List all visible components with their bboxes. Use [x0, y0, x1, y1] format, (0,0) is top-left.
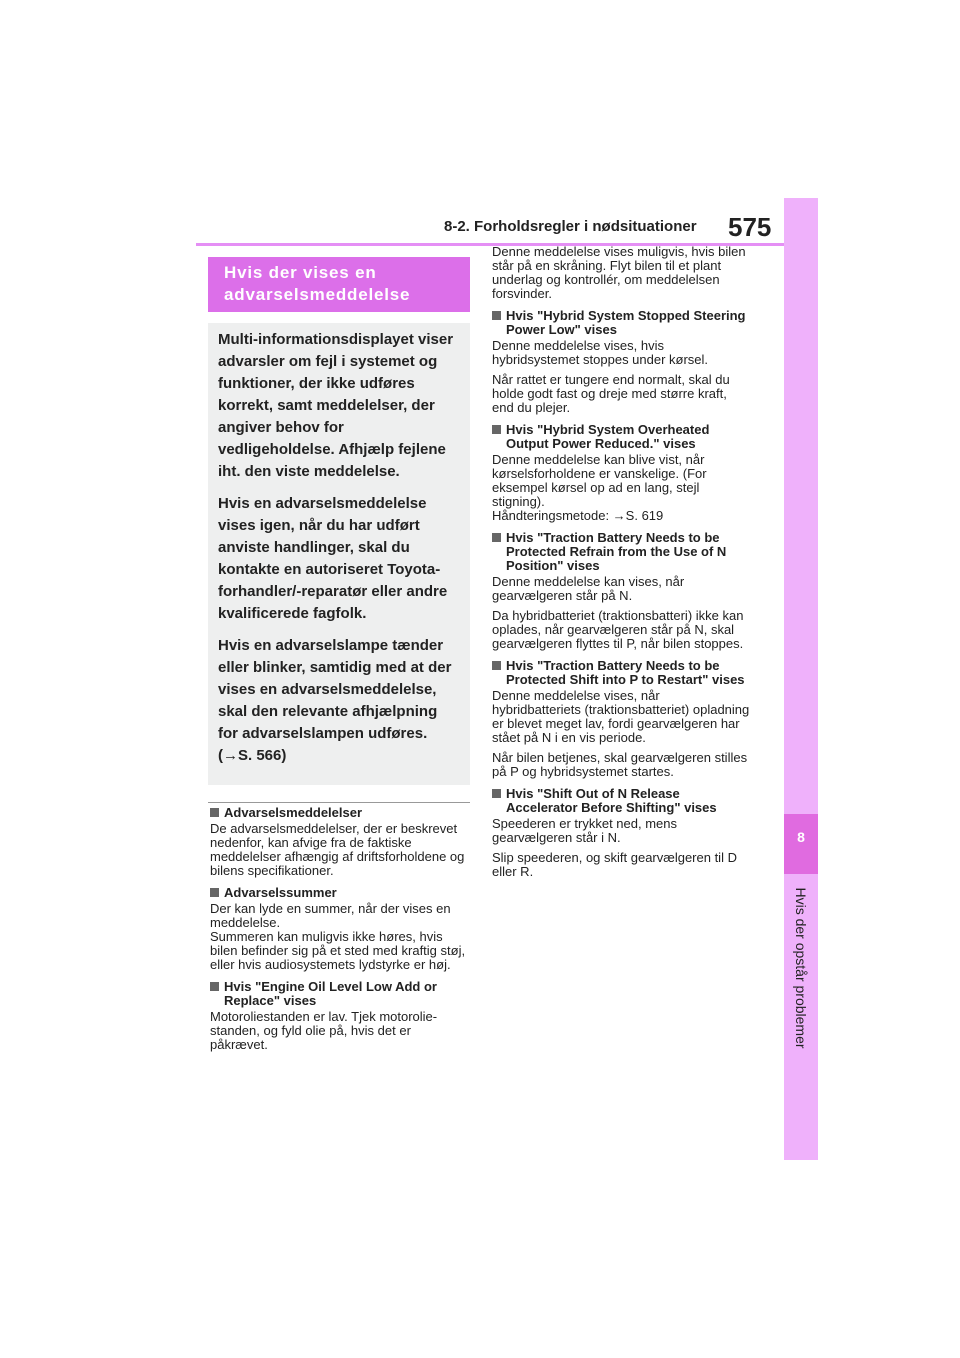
intro-box: [208, 323, 470, 785]
subheading: Advarselsmeddelelser: [210, 806, 466, 820]
subheading: Hvis "Engine Oil Level Low Add or Replace" vises: [210, 980, 466, 1008]
paragraph: Denne meddelelse kan vises, når gearvælgeren står på N.: [492, 574, 685, 603]
section-heading: [208, 257, 470, 312]
section-divider: [208, 802, 470, 803]
subheading: Advarselssummer: [210, 886, 466, 900]
intro-paragraph: Hvis en advarselsmeddelelse vises igen, når du har udført anviste handlinger, skal du kontakte en autoriseret Toyota-forhandler/-reparatør eller andre kvalificerede fagfolk.: [218, 495, 448, 622]
paragraph: Når bilen betjenes, skal gearvælgeren stilles på P og hybridsystemet startes.: [492, 750, 748, 779]
paragraph: Speederen er trykket ned, mens gearvælgeren står i N.: [492, 816, 677, 845]
section-heading-line2: advarselsmeddelelse: [224, 285, 411, 304]
subheading: Hvis "Hybrid System Overheated Output Power Reduced." vises: [492, 423, 752, 451]
subheading: Hvis "Hybrid System Stopped Steering Power Low" vises: [492, 309, 752, 337]
paragraph: Når rattet er tungere end normalt, skal du holde godt fast og dreje med større kraft, end du plejer.: [492, 372, 730, 415]
intro-paragraph: Multi-informationsdisplayet viser advarsler om fejl i systemet og funktioner, der ikke udføres korrekt, samt meddelelser, der angiver behov for vedligeholdelse. Afhjælp fejlene iht. den viste meddelelse.: [218, 331, 454, 480]
paragraph: Denne meddelelse vises, hvis hybridsystemet stoppes under kørsel.: [492, 338, 709, 367]
paragraph: Denne meddelelse kan blive vist, når kørselsforholdene er vanskelige. (For eksempel kørsel op ad en lang, stejl stigning).: [492, 452, 707, 509]
paragraph: Håndteringsmetode: →S. 619: [492, 508, 664, 523]
subheading: Hvis "Shift Out of N Release Accelerator Before Shifting" vises: [492, 787, 752, 815]
paragraph: Motoroliestanden er lav. Tjek motoroliestanden, og fyld olie på, hvis det er påkrævet.: [210, 1009, 438, 1052]
paragraph: Da hybridbatteriet (traktionsbatteri) ikke kan oplades, når gearvælgeren står på N, skal gearvælgeren flyttes til P, når bilen stoppes.: [492, 608, 744, 651]
paragraph: Slip speederen, og skift gearvælgeren til D eller R.: [492, 850, 737, 879]
chapter-label: Hvis der opstår problemer: [793, 887, 809, 1049]
left-column: [210, 806, 466, 1058]
subheading: Hvis "Traction Battery Needs to be Protected Refrain from the Use of N Position" vises: [492, 531, 752, 573]
section-heading-line1: Hvis der vises en: [224, 263, 377, 282]
paragraph: Summeren kan muligvis ikke høres, hvis bilen befinder sig på et sted med kraftig støj, eller hvis audiosystemets lydstyrke er høj.: [210, 929, 466, 972]
intro-paragraph: Hvis en advarselslampe tænder eller blinker, samtidig med at der vises en advarselsmeddelelse, skal den relevante afhjælpning for advarselslampen udføres. (→S. 566): [218, 637, 452, 764]
paragraph: Denne meddelelse vises muligvis, hvis bilen står på en skråning. Flyt bilen til et plant underlag og kontrollér, om meddelelsen forsvinder.: [492, 244, 746, 301]
paragraph: Der kan lyde en summer, når der vises en meddelelse.: [210, 901, 451, 930]
paragraph: Denne meddelelse vises, når hybridbatteriets (traktionsbatteriet) opladning er blevet meget lav, fordi gearvælgeren har stået på N i en vis periode.: [492, 688, 750, 745]
subheading: Hvis "Traction Battery Needs to be Protected Shift into P to Restart" vises: [492, 659, 752, 687]
running-header: 8-2. Forholdsregler i nødsituationer: [444, 218, 697, 235]
paragraph: De advarselsmeddelelser, der er beskrevet nedenfor, kan afvige fra de faktiske meddelelser afhængig af driftsforholdene og bilens specifikationer.: [210, 821, 465, 878]
page-number: 575: [728, 212, 772, 242]
right-column: [492, 245, 752, 885]
chapter-number: 8: [797, 829, 805, 845]
